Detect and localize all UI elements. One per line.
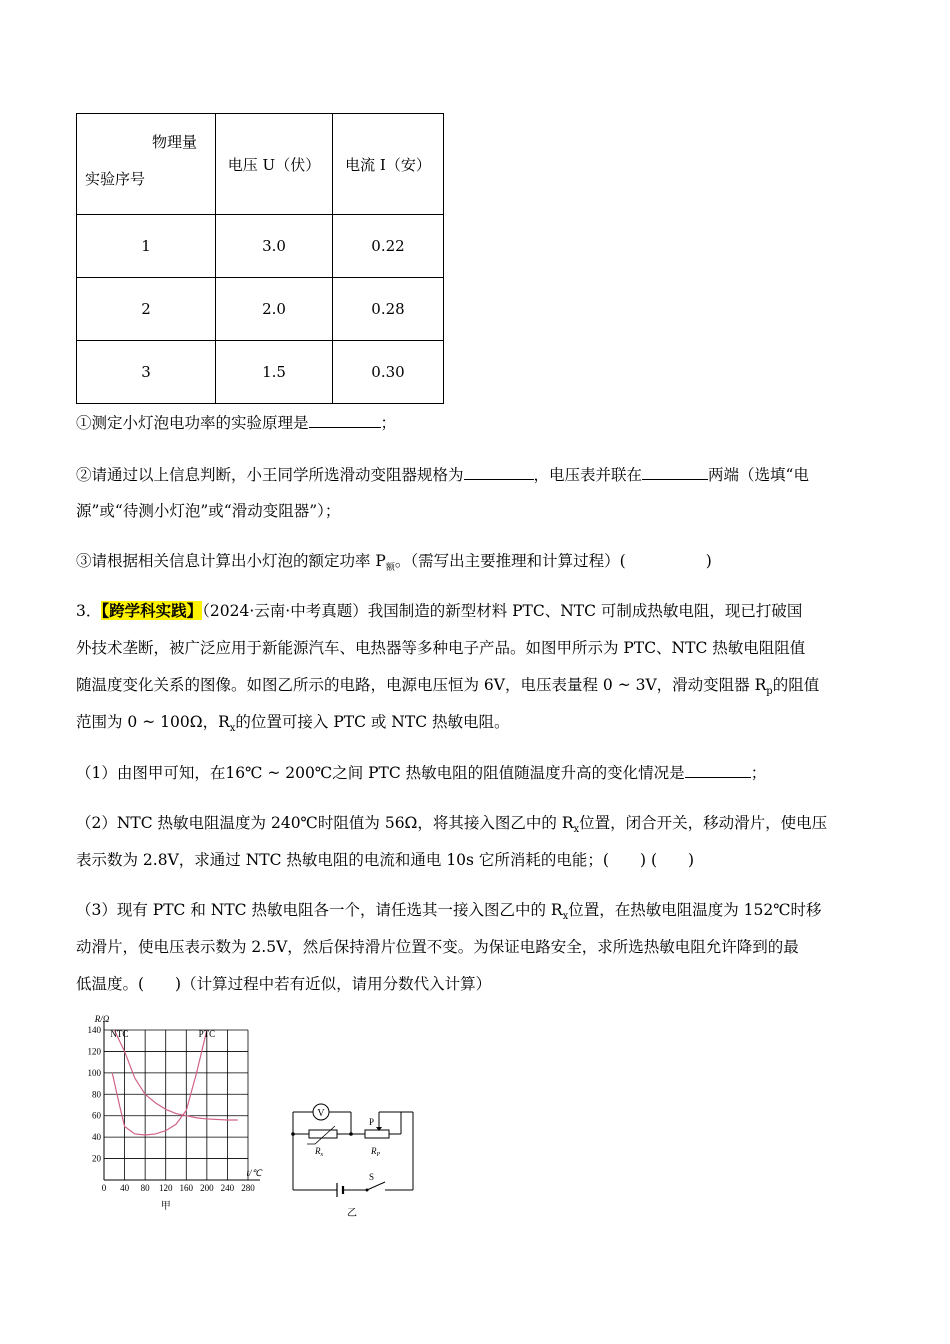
circuit-diagram — [285, 1070, 425, 1220]
problem-3-line-4: 范围为 0 ~ 100Ω，$R_x$的位置可接入 PTC 或 NTC 热敏电阻。 — [76, 713, 510, 735]
rx-label: $R_x$ — [315, 1146, 324, 1158]
table-row — [77, 341, 444, 404]
problem-3-line-2: 外技术垄断，被广泛应用于新能源汽车、电热器等多种电子产品。如图甲所示为 PTC、NTC 热敏电阻阻值 — [76, 639, 806, 657]
table-row — [77, 278, 444, 341]
question-b: ②请通过以上信息判断，小王同学所选滑动变阻器规格为 ，电压表并联在 两端（选填“电 — [76, 461, 809, 489]
answer-blank[interactable] — [464, 462, 534, 480]
cell-voltage: 2.0 — [216, 278, 333, 341]
answer-blank[interactable] — [642, 462, 708, 480]
question-c: ③请根据相关信息计算出小灯泡的额定功率 $P_额$。（需写出主要推理和计算过程）( ) — [76, 552, 712, 574]
y-tick-label: 140 — [87, 1025, 101, 1035]
y-tick-label: 40 — [92, 1132, 101, 1143]
x-axis-label: t/℃ — [246, 1168, 262, 1178]
sub-question-1: （1）由图甲可知，在16℃ ~ 200℃之间 PTC 热敏电阻的阻值随温度升高的变化情况是 ； — [76, 759, 766, 787]
cell-current: 0.28 — [333, 278, 444, 341]
sub-question-3-line-2: 动滑片，使电压表示数为 2.5V，然后保持滑片位置不变。为保证电路安全，求所选热敏电阻允许降到的最 — [76, 938, 799, 956]
cross-discipline-tag: 【跨学科实践】 — [101, 601, 203, 620]
sub-question-2-line-2: 表示数为 2.8V，求通过 NTC 热敏电阻的电流和通电 10s 它所消耗的电能；( ) ( ) — [76, 851, 695, 869]
cell-seq: 3 — [77, 341, 216, 404]
sub-question-2-line-1: （2）NTC 热敏电阻温度为 240℃时阻值为 56Ω，将其接入图乙中的 $R_x$位置，闭合开关，移动滑片，使电压 — [76, 814, 828, 836]
sub-question-3-line-3: 低温度。( )（计算过程中若有近似，请用分数代入计算） — [76, 975, 492, 993]
voltmeter-label: V — [317, 1108, 325, 1119]
header-quantity: 物理量 — [152, 133, 198, 151]
rheostat-rp-symbol — [365, 1130, 389, 1138]
problem-3-line-1: 3．【跨学科实践】（2024·云南·中考真题）我国制造的新型材料 PTC、NTC 可制成热敏电阻，现已打破国 — [76, 601, 803, 620]
x-tick-label: 200 — [200, 1183, 214, 1193]
cell-voltage: 1.5 — [216, 341, 333, 404]
header-current: 电流 I（安） — [333, 114, 444, 215]
question-b-cont: 源”或“待测小灯泡”或“滑动变阻器”）； — [76, 502, 341, 520]
x-tick-label: 280 — [241, 1183, 255, 1193]
table-row — [77, 215, 444, 278]
cell-voltage: 3.0 — [216, 215, 333, 278]
answer-blank[interactable] — [685, 760, 751, 778]
series-label-ntc: NTC — [110, 1029, 129, 1039]
battery-symbol — [337, 1183, 343, 1197]
cell-seq: 2 — [77, 278, 216, 341]
series-label-ptc: PTC — [198, 1029, 216, 1039]
data-table — [76, 113, 444, 404]
problem-3-line-3: 随温度变化关系的图像。如图乙所示的电路，电源电压恒为 6V，电压表量程 0 ~ 3V，滑动变阻器 $R_p$的阻值 — [76, 676, 820, 698]
answer-blank[interactable] — [309, 410, 381, 428]
table-header-diagonal — [77, 114, 216, 215]
y-tick-label: 120 — [87, 1046, 101, 1057]
slider-label: P — [369, 1117, 375, 1127]
rt-chart — [78, 1012, 268, 1217]
x-tick-label: 0 — [101, 1183, 107, 1193]
cell-current: 0.22 — [333, 215, 444, 278]
y-tick-label: 100 — [87, 1067, 101, 1078]
y-tick-label: 80 — [92, 1089, 101, 1100]
cell-current: 0.30 — [333, 341, 444, 404]
question-a: ①测定小灯泡电功率的实验原理是 ； — [76, 409, 396, 437]
rp-label: $R_P$ — [371, 1146, 381, 1158]
x-tick-label: 80 — [140, 1183, 150, 1193]
x-tick-label: 120 — [158, 1183, 173, 1193]
cell-seq: 1 — [77, 215, 216, 278]
figure-yi-caption: 乙 — [347, 1208, 357, 1219]
y-axis-label: R/Ω — [94, 1014, 110, 1024]
series-line-ptc — [112, 1030, 207, 1135]
series-line-ntc — [114, 1030, 237, 1120]
x-tick-label: 240 — [220, 1183, 235, 1193]
figure-jia-caption: 甲 — [160, 1201, 171, 1212]
header-sequence: 实验序号 — [85, 170, 146, 188]
y-tick-label: 60 — [92, 1110, 101, 1121]
y-tick-label: 20 — [92, 1153, 101, 1164]
switch-label: S — [369, 1172, 375, 1182]
header-voltage: 电压 U（伏） — [216, 114, 333, 215]
x-tick-label: 160 — [179, 1183, 194, 1193]
sub-question-3-line-1: （3）现有 PTC 和 NTC 热敏电阻各一个，请任选其一接入图乙中的 $R_x$位置，在热敏电阻温度为 152℃时移 — [76, 901, 822, 923]
x-tick-label: 40 — [120, 1183, 130, 1193]
